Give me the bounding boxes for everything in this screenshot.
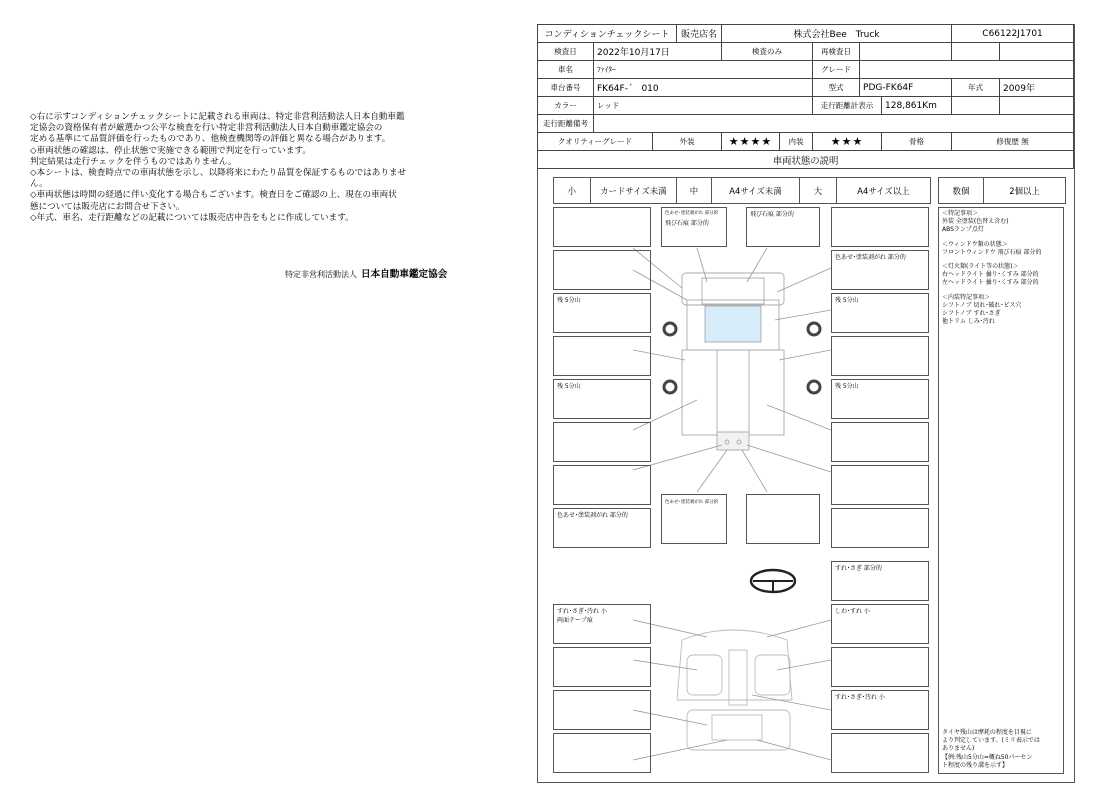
notice-line: ◇年式、車名、走行距離などの記載については販売店申告をもとに作成しています。: [30, 212, 354, 223]
color-label: カラー: [538, 97, 594, 115]
car-name-label: 車名: [538, 61, 594, 79]
note-title: ＜特記事項＞: [942, 210, 979, 217]
interior-box-l4: [553, 733, 651, 773]
truck-diagram: [682, 273, 784, 450]
note-line: 他トリム しみ･汚れ: [942, 318, 995, 326]
empty-cell: [1000, 97, 1074, 115]
damage-box-left-tire-rear: [553, 379, 651, 419]
notice-text: [30, 112, 470, 224]
interior-diagram: [677, 630, 792, 750]
exterior-stars: ★★★★: [722, 133, 780, 151]
damage-box-left-tire-front: [553, 293, 651, 333]
interior-box-l2: [553, 647, 651, 687]
notice-line: ん。: [30, 179, 48, 190]
note-line: ありません): [942, 745, 975, 753]
note-line: フロントウィンドウ 飛び石痕 部分的: [942, 248, 1042, 256]
damage-box-front-mid-a: [661, 207, 727, 247]
empty-cell: [1000, 43, 1074, 61]
damage-note: すれ･さぎ･汚れ 小: [835, 694, 885, 701]
damage-box-front-mid-b: [746, 207, 820, 247]
note-line: シフトノブ すれ･さぎ: [942, 310, 1001, 318]
mileage-note-value: [594, 115, 1074, 133]
damage-box-right-tire-rear: [831, 379, 929, 419]
tire-tread-note: [942, 729, 1060, 770]
sheet-header-table: [537, 24, 1074, 169]
interior-box-r3: [831, 647, 929, 687]
damage-box-right-3: [831, 422, 929, 462]
year-value: 2009年: [1000, 79, 1074, 97]
damage-box-rear-mid-b: [746, 494, 820, 544]
damage-note: 飛び石痕 部分的: [665, 220, 709, 227]
damage-box-left-1: [553, 250, 651, 290]
damage-note: 残 5分山: [557, 383, 581, 390]
damage-note: 色あせ･塗装剥がれ 部分的: [835, 254, 906, 261]
interior-stars: ★★★: [813, 133, 882, 151]
count-legend: [938, 177, 1066, 204]
note-line: シフトノブ 切れ･破れ･ビス穴: [942, 301, 1022, 309]
damage-box-rear-mid-a: [661, 494, 727, 544]
damage-box-right-rear: [831, 508, 929, 548]
note-line: タイヤ残山は摩耗の程度を目視に: [942, 728, 1032, 736]
damage-box-right-4: [831, 465, 929, 505]
damage-box-front-left: [553, 207, 651, 247]
frame-label: 骨格: [882, 133, 952, 151]
damage-note: 色あせ･塗装剥がれ 部分的: [665, 500, 719, 505]
count-value: 2個以上: [1009, 185, 1040, 196]
org-title: 日本自動車鑑定協会: [361, 269, 448, 280]
interior-box-l1: [553, 604, 651, 644]
mileage-value: 128,861Km: [882, 97, 952, 115]
interior-box-r4: [831, 690, 929, 730]
section-title: 車両状態の説明: [538, 151, 1074, 169]
year-label: 年式: [952, 79, 1000, 97]
note-line: ABSランプ点灯: [942, 226, 984, 234]
dealer-value: 株式会社Bee Truck: [722, 25, 952, 43]
note-line: 外装 全塗装(色替え含む): [942, 218, 1009, 226]
legend-small-desc: カードサイズ未満: [591, 178, 677, 203]
steering-wheel-icon: [751, 570, 795, 592]
dealer-label: 販売店名: [677, 25, 722, 43]
note-title: ＜内装特記事項＞: [942, 293, 991, 301]
car-name: ﾌｧｲﾀｰ: [594, 61, 813, 79]
interior-box-r2: [831, 604, 929, 644]
legend-large-desc: A4サイズ以上: [857, 185, 910, 196]
reinspection-value: [860, 43, 952, 61]
interior-box-r1: [831, 561, 929, 601]
exterior-label: 外装: [653, 133, 722, 151]
legend-medium: 中: [677, 178, 712, 203]
inspection-type: 検査のみ: [722, 43, 813, 61]
damage-box-right-tire-front: [831, 293, 929, 333]
damage-note: 残 5分山: [835, 297, 859, 304]
damage-box-right-1: [831, 250, 929, 290]
note-title: ＜ウィンドウ類の状態＞: [942, 240, 1008, 248]
chassis-label: 車台番号: [538, 79, 594, 97]
color-value: レッド: [594, 97, 813, 115]
mileage-label: 走行距離計表示: [813, 97, 882, 115]
interior-box-r5: [831, 733, 929, 773]
special-notes: [938, 207, 1064, 774]
damage-note: すれ･さぎ 部分的: [835, 565, 882, 572]
damage-note: 色あせ･塗装剥がれ 部分的: [557, 512, 628, 519]
notice-line: ◇本シートは、検査時点での車両状態を示し、以降将来にわたり品質を保証するものではありませ: [30, 168, 407, 179]
interior-label: 内装: [780, 133, 813, 151]
repair-history: 修復歴 無: [952, 133, 1074, 151]
inspection-date-label: 検査日: [538, 43, 594, 61]
damage-note: すれ･さぎ･汚れ 小: [557, 608, 607, 615]
damage-box-left-4: [553, 465, 651, 505]
sheet-title: コンディションチェックシート: [538, 25, 677, 43]
sheet-id: C66122J1701: [952, 25, 1074, 43]
damage-note: 両面テープ痕: [557, 617, 593, 624]
model-value: PDG-FK64F: [860, 79, 952, 97]
grade-value: [860, 61, 1074, 79]
notice-line: ◇右に示すコンディションチェックシートに記載される車両は、特定非営利活動法人日本自動車鑑: [30, 112, 405, 122]
inspection-date: 2022年10月17日: [594, 43, 722, 61]
note-line: より判定しています。(ミリ表示では: [942, 737, 1040, 745]
damage-note: しわ･すれ 小: [835, 608, 870, 615]
note-line: 【例:残山5分山=概ね50パーセン: [942, 753, 1033, 761]
note-title: ＜灯火類(ライト等の状態)＞: [942, 263, 1019, 271]
quality-grade-label: クオリティーグレード: [538, 133, 653, 151]
organization-name: [285, 266, 447, 280]
empty-cell: [952, 97, 1000, 115]
legend-large: 大: [800, 178, 837, 203]
note-line: 左ヘッドライト 曇り･くすみ 部分的: [942, 279, 1039, 287]
damage-note: 残 5分山: [557, 297, 581, 304]
mileage-note-label: 走行距離備考: [538, 115, 594, 133]
damage-box-front-right: [831, 207, 929, 247]
notice-line: 定協会の資格保有者が厳選かつ公平な検査を行い特定非営利活動法人日本自動車鑑定協会の: [30, 123, 383, 134]
damage-box-left-3: [553, 422, 651, 462]
notice-line: 定める基準にて品質評価を行ったものであり、他検査機関等の評価と異なる場合があります。: [30, 134, 391, 145]
reinspection-label: 再検査日: [813, 43, 860, 61]
org-prefix: 特定非営利活動法人: [285, 270, 357, 279]
damage-note: 飛び石痕 部分的: [750, 211, 794, 218]
empty-cell: [952, 43, 1000, 61]
notice-line: 態については販売店にお問合せ下さい。: [30, 201, 185, 212]
notice-line: ◇車両状態は時間の経過に伴い変化する場合もございます。検査日をご確認の上、現在の車両状: [30, 190, 397, 201]
damage-box-left-rear: [553, 508, 651, 548]
damage-note: 残 5分山: [835, 383, 859, 390]
notice-line: ◇車両状態の確認は、停止状態で実施できる範囲で判定を行っています。: [30, 145, 311, 156]
legend-medium-desc: A4サイズ未満: [712, 178, 800, 203]
count-label: 数個: [939, 178, 984, 203]
interior-box-l3: [553, 690, 651, 730]
damage-box-left-2: [553, 336, 651, 376]
notice-line: 判定結果は走行チェックを伴うものではありません。: [30, 156, 237, 167]
damage-box-right-2: [831, 336, 929, 376]
model-label: 型式: [813, 79, 860, 97]
chassis-number: FK64F-´ 010: [594, 79, 813, 97]
legend-small: 小: [554, 178, 591, 203]
grade-label: グレード: [813, 61, 860, 79]
note-line: ト程度の残り溝を示す】: [942, 761, 1009, 769]
damage-note: 色あせ･塗装剥がれ 部分的: [665, 211, 719, 216]
note-line: 右ヘッドライト 曇り･くすみ 部分的: [942, 271, 1039, 279]
